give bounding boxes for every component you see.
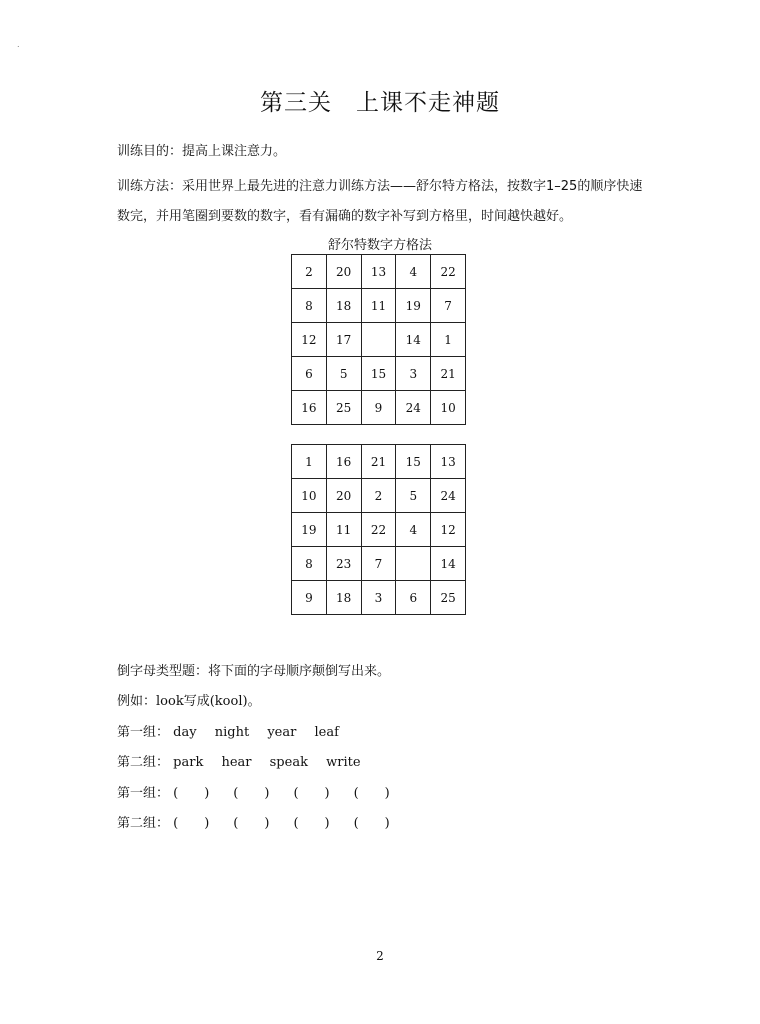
group1-word: day <box>173 725 197 740</box>
group2-answer-line <box>117 812 410 831</box>
grid-row <box>292 289 466 323</box>
grid-cell[interactable]: 25 <box>326 391 361 425</box>
grid-cell[interactable]: 21 <box>361 445 396 479</box>
group2-words-line <box>117 751 375 770</box>
answer-blank[interactable]: ( ) <box>173 816 210 831</box>
grid-cell[interactable]: 22 <box>431 255 466 289</box>
grid-cell[interactable]: 19 <box>292 513 327 547</box>
grid-cell[interactable]: 2 <box>361 479 396 513</box>
stray-mark: . <box>17 40 20 49</box>
answer-blank[interactable]: ( ) <box>173 786 210 801</box>
grid-cell[interactable]: 21 <box>431 357 466 391</box>
grid-cell[interactable]: 7 <box>361 547 396 581</box>
answer-blank[interactable]: ( ) <box>293 786 330 801</box>
answer-blank[interactable]: ( ) <box>293 816 330 831</box>
grid-cell[interactable]: 4 <box>396 255 431 289</box>
grid-cell[interactable]: 18 <box>326 581 361 615</box>
grid-row <box>292 445 466 479</box>
grid-cell[interactable]: 4 <box>396 513 431 547</box>
example-answer: (kool) <box>209 694 248 709</box>
grid-cell[interactable]: 15 <box>361 357 396 391</box>
grid-caption: 舒尔特数字方格法 <box>327 238 432 253</box>
grid-cell[interactable]: 14 <box>396 323 431 357</box>
grid-cell[interactable]: 14 <box>431 547 466 581</box>
group1-words-line <box>117 721 353 740</box>
grid-cell[interactable]: 7 <box>431 289 466 323</box>
grid-cell[interactable]: 24 <box>431 479 466 513</box>
grid-cell[interactable]: 2 <box>292 255 327 289</box>
group1-label: 第一组： <box>117 725 170 740</box>
grid-cell[interactable]: 12 <box>431 513 466 547</box>
answer-blank[interactable]: ( ) <box>233 816 270 831</box>
grid-cell[interactable]: 15 <box>396 445 431 479</box>
grid-cell[interactable]: 5 <box>396 479 431 513</box>
page-title: 第三关 上课不走神题 <box>260 90 500 116</box>
grid-row <box>292 547 466 581</box>
grid-cell[interactable]: 3 <box>361 581 396 615</box>
group1-word: night <box>214 725 250 740</box>
example-end: 。 <box>247 694 261 709</box>
grid-cell[interactable]: 8 <box>292 547 327 581</box>
grid-cell[interactable] <box>396 547 431 581</box>
grid-cell[interactable]: 5 <box>326 357 361 391</box>
example-line <box>117 690 261 709</box>
schulte-grid-1 <box>291 254 466 425</box>
grid-cell[interactable]: 10 <box>292 479 327 513</box>
page-number: 2 <box>376 949 384 963</box>
grid-cell[interactable]: 3 <box>396 357 431 391</box>
grid-cell[interactable]: 12 <box>292 323 327 357</box>
grid-cell[interactable]: 17 <box>326 323 361 357</box>
grid-row <box>292 581 466 615</box>
answer-blank[interactable]: ( ) <box>353 816 390 831</box>
grid-cell[interactable]: 19 <box>396 289 431 323</box>
grid-cell[interactable]: 16 <box>292 391 327 425</box>
grid-row <box>292 323 466 357</box>
grid-row <box>292 255 466 289</box>
grid-row <box>292 479 466 513</box>
grid-cell[interactable]: 10 <box>431 391 466 425</box>
grid-cell[interactable] <box>361 323 396 357</box>
answer2-label: 第二组： <box>117 816 170 831</box>
grid-cell[interactable]: 13 <box>361 255 396 289</box>
answer1-label: 第一组： <box>117 786 170 801</box>
grid-cell[interactable]: 20 <box>326 479 361 513</box>
group2-label: 第二组： <box>117 755 170 770</box>
schulte-grid-2 <box>291 444 466 615</box>
grid-cell[interactable]: 23 <box>326 547 361 581</box>
grid-cell[interactable]: 25 <box>431 581 466 615</box>
group1-answer-line <box>117 782 410 801</box>
grid-cell[interactable]: 1 <box>292 445 327 479</box>
grid-cell[interactable]: 24 <box>396 391 431 425</box>
example-prefix: 例如： <box>117 694 157 709</box>
group2-word: write <box>326 755 361 770</box>
example-mid: 写成 <box>183 694 210 709</box>
grid-cell[interactable]: 22 <box>361 513 396 547</box>
grid-cell[interactable]: 1 <box>431 323 466 357</box>
grid-cell[interactable]: 9 <box>292 581 327 615</box>
grid-cell[interactable]: 8 <box>292 289 327 323</box>
training-purpose: 训练目的：提高上课注意力。 <box>117 144 287 159</box>
grid-row <box>292 513 466 547</box>
group1-word: leaf <box>314 725 339 740</box>
answer-blank[interactable]: ( ) <box>233 786 270 801</box>
grid-row <box>292 357 466 391</box>
grid-cell[interactable]: 6 <box>396 581 431 615</box>
group2-word: hear <box>221 755 252 770</box>
grid-cell[interactable]: 6 <box>292 357 327 391</box>
grid-cell[interactable]: 18 <box>326 289 361 323</box>
group2-word: speak <box>269 755 308 770</box>
group1-word: year <box>267 725 297 740</box>
grid-cell[interactable]: 13 <box>431 445 466 479</box>
grid-cell[interactable]: 9 <box>361 391 396 425</box>
grid-cell[interactable]: 16 <box>326 445 361 479</box>
answer-blank[interactable]: ( ) <box>353 786 390 801</box>
grid-cell[interactable]: 11 <box>361 289 396 323</box>
grid-cell[interactable]: 20 <box>326 255 361 289</box>
grid-cell[interactable]: 11 <box>326 513 361 547</box>
example-word: look <box>156 694 184 709</box>
grid-row <box>292 391 466 425</box>
training-method-line2: 数完，并用笔圈到要数的数字，看有漏确的数字补写到方格里，时间越快越好。 <box>117 209 573 224</box>
training-method-line1: 训练方法：采用世界上最先进的注意力训练方法——舒尔特方格法，按数字1–25的顺序快速 <box>117 179 643 194</box>
group2-word: park <box>173 755 204 770</box>
reverse-letters-intro: 倒字母类型题：将下面的字母顺序颠倒写出来。 <box>117 664 391 679</box>
